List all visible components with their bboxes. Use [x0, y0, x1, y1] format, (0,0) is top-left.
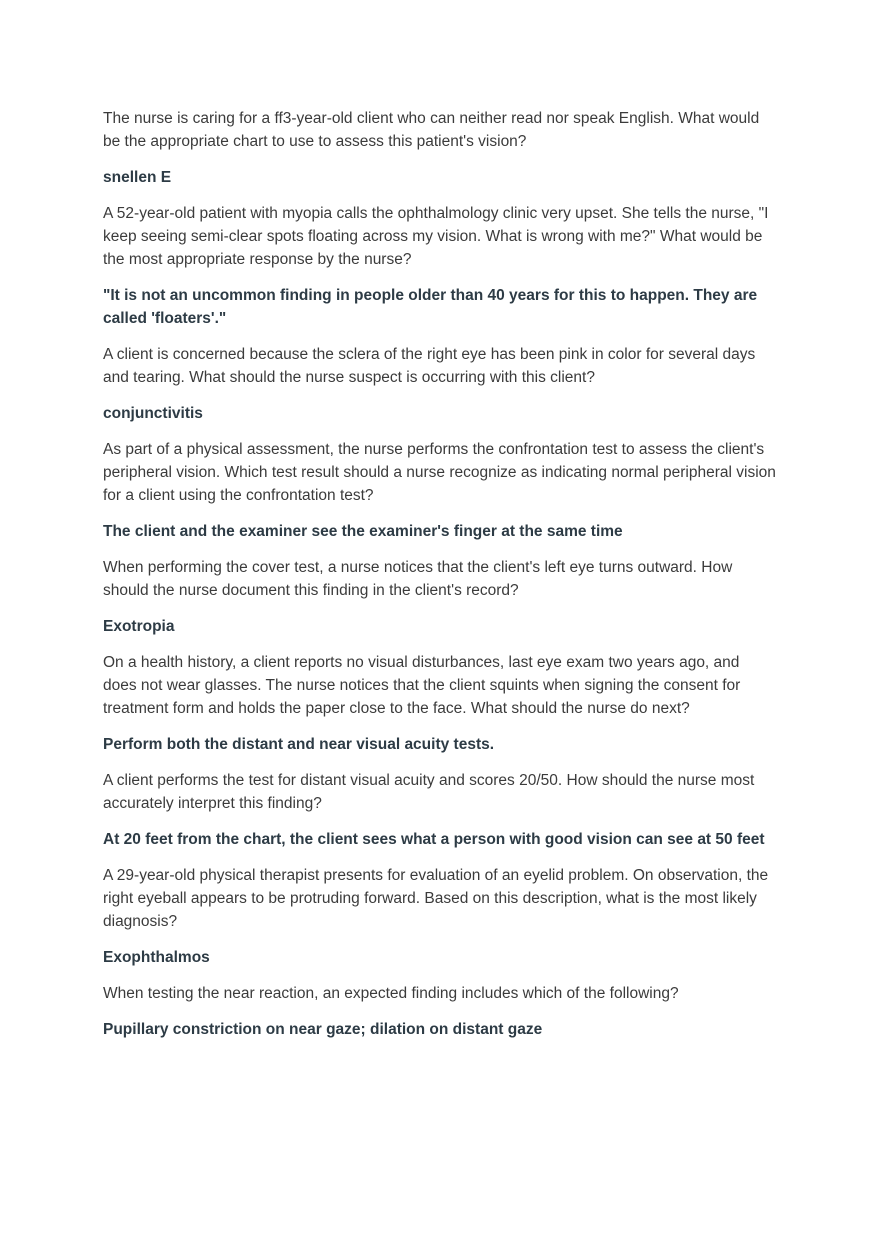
question-text: A client is concerned because the sclera of the right eye has been pink in color for several days and tearing. What should the nurse suspect is occurring with this client?	[103, 346, 756, 386]
qa-item	[103, 651, 776, 756]
question-text: A 29-year-old physical therapist presents for evaluation of an eyelid problem. On observation, the right eyeball appears to be protruding forward. Based on this description, what is the most likely diagnosis?	[103, 867, 769, 930]
qa-item	[103, 556, 776, 638]
question-text: When performing the cover test, a nurse notices that the client's left eye turns outward. How should the nurse document this finding in the client's record?	[103, 559, 733, 599]
answer-text: Exotropia	[103, 618, 175, 635]
answer-text: At 20 feet from the chart, the client sees what a person with good vision can see at 50 feet	[103, 831, 765, 848]
question-text: A 52-year-old patient with myopia calls the ophthalmology clinic very upset. She tells the nurse, "I keep seeing semi-clear spots floating across my vision. What is wrong with me?" What would be the most appropriate response by the nurse?	[103, 205, 769, 268]
answer-text: Perform both the distant and near visual acuity tests.	[103, 736, 495, 753]
qa-item	[103, 769, 776, 851]
answer-text: The client and the examiner see the examiner's finger at the same time	[103, 523, 623, 540]
qa-item	[103, 438, 776, 543]
question-text: On a health history, a client reports no visual disturbances, last eye exam two years ago, and does not wear glasses. The nurse notices that the client squints when signing the consent for treatment form and holds the paper close to the face. What should the nurse do next?	[103, 654, 741, 717]
question-text: The nurse is caring for a ff3-year-old client who can neither read nor speak English. What would be the appropriate chart to use to assess this patient's vision?	[103, 110, 760, 150]
qa-item	[103, 202, 776, 330]
answer-text: Exophthalmos	[103, 949, 210, 966]
qa-item	[103, 864, 776, 969]
answer-text: conjunctivitis	[103, 405, 203, 422]
qa-item	[103, 343, 776, 425]
qa-item	[103, 107, 776, 189]
question-text: As part of a physical assessment, the nurse performs the confrontation test to assess the client's peripheral vision. Which test result should a nurse recognize as indicating normal peripheral vision for a client using the confrontation test?	[103, 441, 776, 504]
qa-item	[103, 982, 776, 1041]
answer-text: Pupillary constriction on near gaze; dilation on distant gaze	[103, 1021, 543, 1038]
answer-text: "It is not an uncommon finding in people older than 40 years for this to happen. They are called 'floaters'."	[103, 287, 758, 327]
answer-text: snellen E	[103, 169, 172, 186]
question-text: A client performs the test for distant visual acuity and scores 20/50. How should the nurse most accurately interpret this finding?	[103, 772, 755, 812]
question-text: When testing the near reaction, an expected finding includes which of the following?	[103, 985, 679, 1002]
